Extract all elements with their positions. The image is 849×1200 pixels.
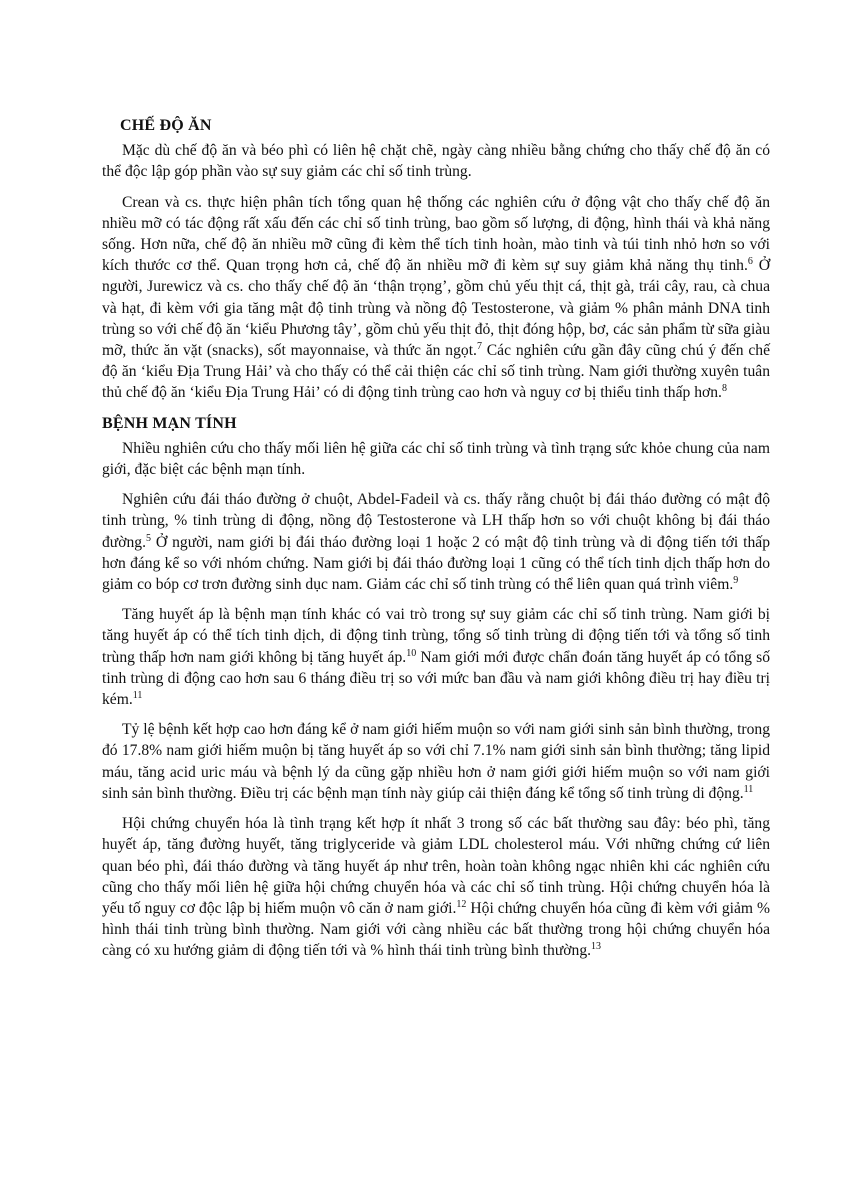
paragraph: Tăng huyết áp là bệnh mạn tính khác có vai trò trong sự suy giảm các chỉ số tinh trùng. Nam giới bị tăng huyết áp có thể tích tinh dịch, di động tinh trùng, tổng số tinh trùng di động tiến tới và tổng số tinh trùng thấp hơn nam giới không bị tăng huyết áp.$^{10}$ Nam giới mới được chẩn đoán tăng huyết áp có tổng số tinh trùng di động cao hơn sau 6 tháng điều trị so với mức ban đầu và nam giới không điều trị hay điều trị kém.$^{11}$ — [102, 606, 770, 709]
citation-ref: 12 — [456, 898, 467, 910]
citation-ref: 13 — [591, 941, 602, 953]
paragraph: Nhiều nghiên cứu cho thấy mối liên hệ giữa các chỉ số tinh trùng và tình trạng sức khỏe chung của nam giới, đặc biệt các bệnh mạn tính. — [102, 439, 770, 479]
citation-ref: 9 — [733, 574, 739, 586]
citation-ref: 5 — [146, 532, 151, 544]
document-body — [102, 115, 770, 971]
section-heading-chronic-disease: BỆNH MẠN TÍNH — [102, 414, 237, 432]
citation-ref: 7 — [476, 340, 482, 352]
paragraph: Crean và cs. thực hiện phân tích tổng quan hệ thống các nghiên cứu ở động vật cho thấy chế độ ăn nhiều mỡ có tác động rất xấu đến các chỉ số tinh trùng, bao gồm số lượng, di động, hình thái và khả năng sống. Hơn nữa, chế độ ăn nhiều mỡ cũng đi kèm thể tích tinh hoàn, mào tinh và túi tinh nhỏ hơn so với kích thước cơ thể. Quan trọng hơn cả, chế độ ăn nhiều mỡ đi kèm sự suy giảm khả năng thụ tinh.$^6$ Ở người, Jurewicz và cs. cho thấy chế độ ăn ‘thận trọng’, gồm chủ yếu thịt cá, thịt gà, trái cây, rau, cà chua và hạt, đi kèm với gia tăng mật độ tinh trùng và nồng độ Testosterone, và giảm % phân mảnh DNA tinh trùng so với chế độ ăn ‘kiểu Phương tây’, gồm chủ yếu thịt đỏ, thịt đóng hộp, bơ, các sản phẩm từ sữa giàu mỡ, thức ăn vặt (snacks), sốt mayonnaise, và thức ăn ngọt.$^7$ Các nghiên cứu gần đây cũng chú ý đến chế độ ăn ‘kiểu Địa Trung Hải’ và cho thấy có thể cải thiện các chỉ số tinh trùng. Nam giới thường xuyên tuân thủ chế độ ăn ‘kiểu Địa Trung Hải’ có di động tinh trùng cao hơn và nguy cơ bị thiểu tinh thấp hơn.$^8$ — [102, 193, 770, 402]
citation-ref: 11 — [132, 689, 143, 701]
citation-ref: 8 — [721, 383, 727, 395]
paragraph: Nghiên cứu đái tháo đường ở chuột, Abdel-Fadeil và cs. thấy rằng chuột bị đái tháo đường có mật độ tinh trùng, % tinh trùng di động, nồng độ Testosterone và LH thấp hơn so với chuột không bị đái tháo đường.$^5$ Ở người, nam giới bị đái tháo đường loại 1 hoặc 2 có mật độ tinh trùng và di động tiến tới thấp hơn đáng kể so với nhóm chứng. Nam giới bị đái tháo đường loại 1 cũng có thể tích tinh dịch thấp hơn do giảm co bóp cơ trơn đường sinh dục nam. Giảm các chỉ số tinh trùng có thể liên quan quá trình viêm.$^9$ — [102, 491, 770, 594]
paragraph: Hội chứng chuyển hóa là tình trạng kết hợp ít nhất 3 trong số các bất thường sau đây: béo phì, tăng huyết áp, tăng đường huyết, tăng triglyceride và giảm LDL cholesterol máu. Với những chứng cứ liên quan béo phì, đái tháo đường và tăng huyết áp như trên, hoàn toàn không ngạc nhiên khi các nghiên cứu cũng cho thấy mối liên hệ giữa hội chứng chuyển hóa và các chỉ số tinh trùng. Hội chứng chuyển hóa là yếu tố nguy cơ độc lập bị hiếm muộn vô căn ở nam giới.$^{12}$ Hội chứng chuyển hóa cũng đi kèm với giảm % hình thái tinh trùng bình thường. Nam giới với càng nhiều các bất thường trong hội chứng chuyển hóa càng có xu hướng giảm di động tiến tới và % hình thái tinh trùng bình thường.$^{13}$ — [102, 815, 770, 960]
paragraph: Tỷ lệ bệnh kết hợp cao hơn đáng kể ở nam giới hiếm muộn so với nam giới sinh sản bình thường, trong đó 17.8% nam giới hiếm muộn bị tăng huyết áp so với chỉ 7.1% nam giới sinh sản bình thường; tăng lipid máu, tăng acid uric máu và bệnh lý da cũng gặp nhiều hơn ở nam giới giới hiếm muộn so với nam giới sinh sản bình thường. Điều trị các bệnh mạn tính này giúp cải thiện đáng kể tổng số tinh trùng di động.$^{11}$ — [102, 721, 770, 802]
citation-ref: 6 — [747, 256, 753, 268]
section-heading-diet: CHẾ ĐỘ ĂN — [120, 117, 212, 134]
paragraph: Mặc dù chế độ ăn và béo phì có liên hệ chặt chẽ, ngày càng nhiều bằng chứng cho thấy chế độ ăn có thể độc lập góp phần vào sự suy giảm các chỉ số tinh trùng. — [102, 142, 770, 181]
citation-ref: 11 — [743, 783, 754, 795]
citation-ref: 10 — [406, 647, 417, 659]
